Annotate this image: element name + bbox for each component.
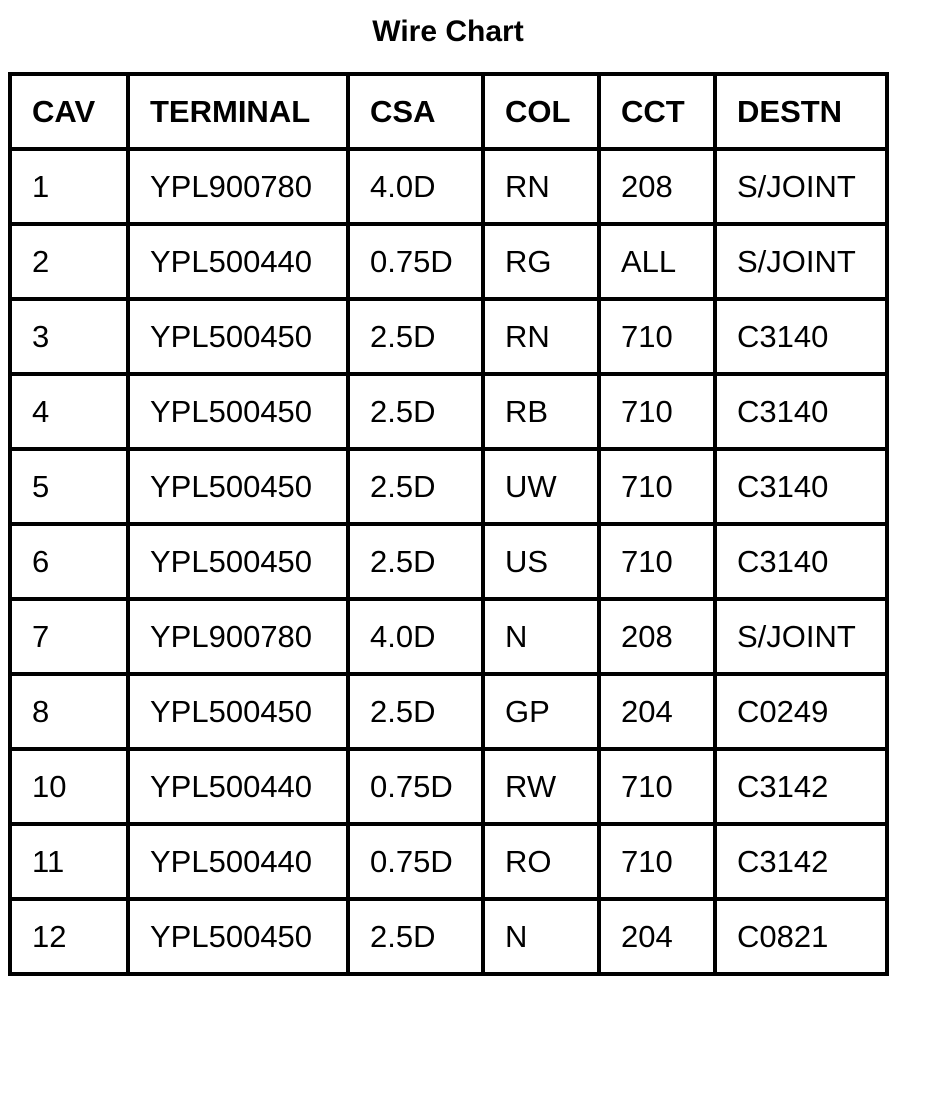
cell-terminal: YPL500450 bbox=[128, 449, 348, 524]
cell-csa: 2.5D bbox=[348, 299, 483, 374]
table-row bbox=[10, 674, 887, 749]
header-terminal: TERMINAL bbox=[128, 74, 348, 149]
cell-col: RB bbox=[483, 374, 599, 449]
cell-col: US bbox=[483, 524, 599, 599]
chart-title: Wire Chart bbox=[372, 15, 524, 48]
cell-csa: 0.75D bbox=[348, 224, 483, 299]
cell-csa: 2.5D bbox=[348, 449, 483, 524]
table-row bbox=[10, 149, 887, 224]
cell-terminal: YPL500450 bbox=[128, 899, 348, 974]
cell-destn: C3140 bbox=[715, 374, 887, 449]
cell-cav: 2 bbox=[10, 224, 128, 299]
cell-cav: 10 bbox=[10, 749, 128, 824]
cell-csa: 0.75D bbox=[348, 824, 483, 899]
cell-cav: 1 bbox=[10, 149, 128, 224]
cell-col: RN bbox=[483, 299, 599, 374]
cell-terminal: YPL500450 bbox=[128, 524, 348, 599]
cell-destn: S/JOINT bbox=[715, 224, 887, 299]
cell-cct: 710 bbox=[599, 824, 715, 899]
header-destn: DESTN bbox=[715, 74, 887, 149]
cell-cct: 204 bbox=[599, 899, 715, 974]
cell-terminal: YPL900780 bbox=[128, 599, 348, 674]
header-col: COL bbox=[483, 74, 599, 149]
cell-csa: 2.5D bbox=[348, 374, 483, 449]
cell-cav: 6 bbox=[10, 524, 128, 599]
cell-terminal: YPL500450 bbox=[128, 299, 348, 374]
cell-destn: C3142 bbox=[715, 749, 887, 824]
cell-cct: 208 bbox=[599, 149, 715, 224]
cell-destn: C0821 bbox=[715, 899, 887, 974]
table-row bbox=[10, 749, 887, 824]
cell-terminal: YPL500440 bbox=[128, 749, 348, 824]
cell-cav: 4 bbox=[10, 374, 128, 449]
cell-cct: 710 bbox=[599, 374, 715, 449]
cell-terminal: YPL500450 bbox=[128, 374, 348, 449]
cell-cav: 7 bbox=[10, 599, 128, 674]
header-row bbox=[10, 74, 887, 149]
cell-col: N bbox=[483, 599, 599, 674]
cell-cct: 710 bbox=[599, 449, 715, 524]
cell-cct: 710 bbox=[599, 299, 715, 374]
cell-csa: 2.5D bbox=[348, 674, 483, 749]
table-row bbox=[10, 524, 887, 599]
cell-cct: 208 bbox=[599, 599, 715, 674]
cell-cav: 12 bbox=[10, 899, 128, 974]
header-csa: CSA bbox=[348, 74, 483, 149]
cell-csa: 4.0D bbox=[348, 599, 483, 674]
cell-csa: 2.5D bbox=[348, 899, 483, 974]
cell-col: GP bbox=[483, 674, 599, 749]
cell-csa: 0.75D bbox=[348, 749, 483, 824]
table-row bbox=[10, 224, 887, 299]
cell-terminal: YPL500440 bbox=[128, 224, 348, 299]
cell-terminal: YPL900780 bbox=[128, 149, 348, 224]
cell-cav: 3 bbox=[10, 299, 128, 374]
table-row bbox=[10, 299, 887, 374]
cell-destn: C3140 bbox=[715, 524, 887, 599]
cell-cav: 11 bbox=[10, 824, 128, 899]
wire-chart-table bbox=[8, 72, 889, 976]
cell-cav: 8 bbox=[10, 674, 128, 749]
header-cav: CAV bbox=[10, 74, 128, 149]
cell-col: UW bbox=[483, 449, 599, 524]
table-row bbox=[10, 599, 887, 674]
cell-col: N bbox=[483, 899, 599, 974]
table-body bbox=[10, 149, 887, 974]
cell-cct: 710 bbox=[599, 524, 715, 599]
cell-terminal: YPL500440 bbox=[128, 824, 348, 899]
cell-col: RW bbox=[483, 749, 599, 824]
table-row bbox=[10, 824, 887, 899]
cell-destn: C0249 bbox=[715, 674, 887, 749]
table-row bbox=[10, 374, 887, 449]
cell-destn: S/JOINT bbox=[715, 149, 887, 224]
table-row bbox=[10, 449, 887, 524]
cell-cav: 5 bbox=[10, 449, 128, 524]
cell-csa: 4.0D bbox=[348, 149, 483, 224]
cell-col: RN bbox=[483, 149, 599, 224]
cell-destn: S/JOINT bbox=[715, 599, 887, 674]
cell-destn: C3140 bbox=[715, 449, 887, 524]
cell-csa: 2.5D bbox=[348, 524, 483, 599]
cell-cct: ALL bbox=[599, 224, 715, 299]
cell-col: RG bbox=[483, 224, 599, 299]
cell-col: RO bbox=[483, 824, 599, 899]
cell-destn: C3140 bbox=[715, 299, 887, 374]
table-row bbox=[10, 899, 887, 974]
header-cct: CCT bbox=[599, 74, 715, 149]
cell-destn: C3142 bbox=[715, 824, 887, 899]
cell-cct: 710 bbox=[599, 749, 715, 824]
cell-terminal: YPL500450 bbox=[128, 674, 348, 749]
cell-cct: 204 bbox=[599, 674, 715, 749]
